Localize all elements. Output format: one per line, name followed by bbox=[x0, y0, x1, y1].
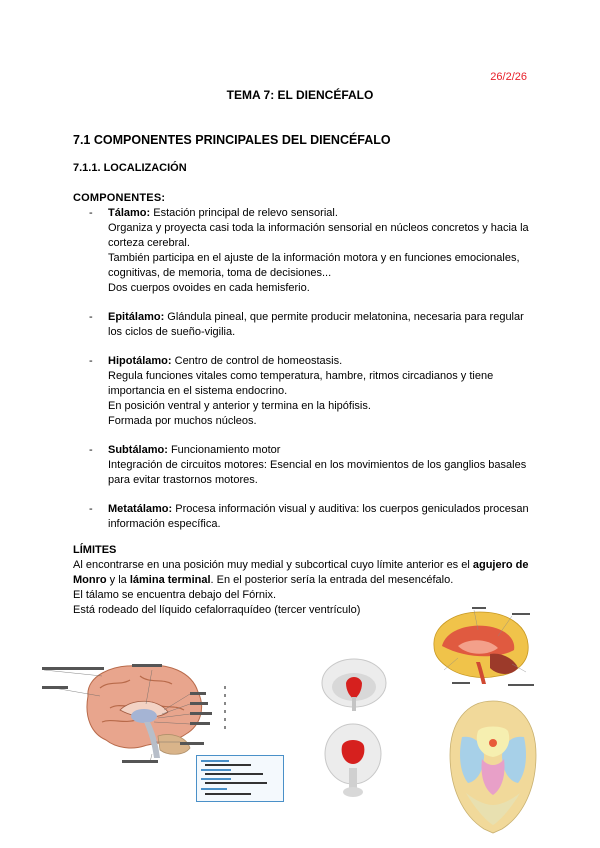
ventral-brain-figure bbox=[444, 697, 542, 837]
component-line: También participa en el ajuste de la información motora y en funciones emocionales, cognitivas, de memoria, toma de decisiones... bbox=[108, 252, 520, 279]
legend-content bbox=[197, 756, 283, 801]
component-term: Metatálamo: bbox=[108, 503, 173, 515]
component-desc: Glándula pineal, que permite producir melatonina, necesaria para regular los ciclos de sueño-vigilia. bbox=[108, 311, 524, 338]
limits-line: Está rodeado del líquido cefalorraquídeo (tercer ventrículo) bbox=[73, 604, 361, 616]
subsection-heading: 7.1.1. LOCALIZACIÓN bbox=[73, 162, 187, 174]
component-desc: Funcionamiento motor bbox=[167, 444, 281, 456]
list-item: - Epitálamo: Glándula pineal, que permite producir melatonina, necesaria para regular los ciclos de sueño-vigilia. bbox=[89, 311, 524, 338]
component-line: Dos cuerpos ovoides en cada hemisferio. bbox=[108, 282, 310, 294]
component-line: Formada por muchos núcleos. bbox=[108, 415, 257, 427]
agujero-de-monro: agujero de Monro bbox=[73, 559, 529, 586]
page-title: TEMA 7: EL DIENCÉFALO bbox=[226, 88, 374, 102]
list-item: - Subtálamo: Funcionamiento motor Integración de circuitos motores: Esencial en los movimientos de los ganglios basales para evitar trastornos motores. bbox=[73, 443, 533, 488]
component-term: Tálamo: bbox=[108, 207, 151, 219]
limits-line: El tálamo se encuentra debajo del Fórnix. bbox=[73, 589, 277, 601]
component-line: Integración de circuitos motores: Esencial en los movimientos de los ganglios basales para evitar trastornos motores. bbox=[108, 459, 527, 486]
components-heading: COMPONENTES: bbox=[73, 192, 166, 204]
colored-brain-section-figure bbox=[428, 606, 538, 692]
limits-heading: LÍMITES bbox=[73, 544, 117, 556]
legend-box bbox=[196, 755, 284, 802]
brain-top-view-figure bbox=[318, 655, 390, 717]
component-desc: Procesa información visual y auditiva: los cuerpos geniculados procesan información específica. bbox=[108, 503, 529, 530]
brain-front-view-figure bbox=[322, 720, 384, 800]
component-term: Hipotálamo: bbox=[108, 355, 172, 367]
date: 26/2/26 bbox=[490, 71, 527, 83]
component-line: Organiza y proyecta casi toda la información sensorial en núcleos concretos y hacia la corteza cerebral. bbox=[108, 222, 529, 249]
list-item: - Tálamo: Estación principal de relevo sensorial. Organiza y proyecta casi toda la información sensorial en núcleos concretos y hacia la corteza cerebral. También participa en el ajuste de la información motora y en funciones emocionales, cognitivas, de memoria, toma de decisiones... Dos cuerpos ovoides en cada hemisferio. bbox=[73, 206, 533, 296]
component-desc: Estación principal de relevo sensorial. bbox=[150, 207, 338, 219]
limits-paragraph: Al encontrarse en una posición muy medial y subcortical cuyo límite anterior es el agujero de Monro y la lámina terminal. En el posterior sería la entrada del mesencéfalo. bbox=[73, 559, 529, 586]
list-item: - Metatálamo: Procesa información visual y auditiva: los cuerpos geniculados procesan información específica. bbox=[89, 503, 529, 530]
section-heading: 7.1 COMPONENTES PRINCIPALES DEL DIENCÉFALO bbox=[73, 133, 391, 147]
component-term: Epitálamo: bbox=[108, 311, 165, 323]
component-line: En posición ventral y anterior y termina en la hipófisis. bbox=[108, 400, 371, 412]
lamina-terminal: lámina terminal bbox=[129, 574, 211, 586]
component-line: Regula funciones vitales como temperatura, hambre, ritmos circadianos y tiene importancia en el sistema endocrino. bbox=[108, 370, 494, 397]
component-term: Subtálamo: bbox=[108, 444, 168, 456]
list-item: - Hipotálamo: Centro de control de homeostasis. Regula funciones vitales como temperatura, hambre, ritmos circadianos y tiene importancia en el sistema endocrino. En posición ventral y anterior y termina en la hipófisis. Formada por muchos núcleos. bbox=[73, 354, 533, 429]
component-desc: Centro de control de homeostasis. bbox=[171, 355, 343, 367]
components-list bbox=[73, 206, 533, 546]
